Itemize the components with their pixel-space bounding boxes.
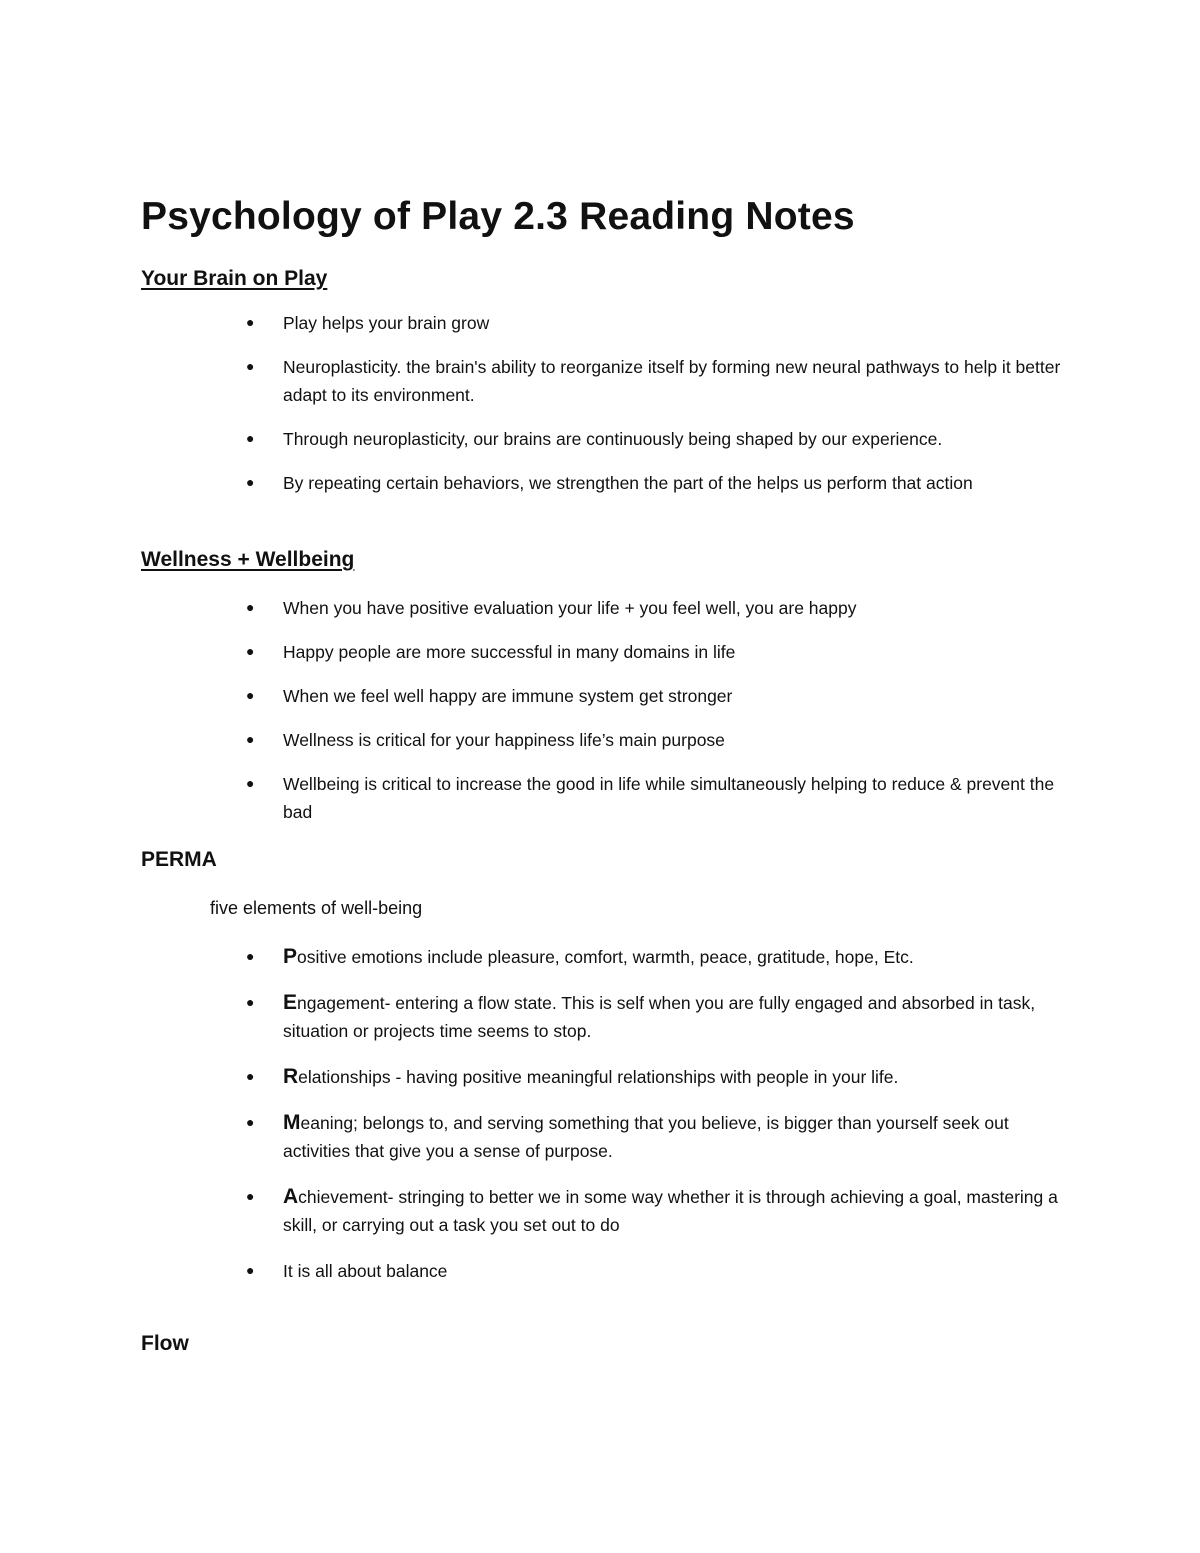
bullet-icon: ●: [246, 1262, 255, 1278]
list-item-text: Through neuroplasticity, our brains are continuously being shaped by our experience.: [283, 429, 943, 449]
bullet-icon: ●: [246, 1114, 255, 1130]
perma-letter: E: [283, 991, 298, 1014]
list-item-text: ositive emotions include pleasure, comfort, warmth, peace, gratitude, hope, Etc.: [297, 947, 914, 967]
list-item-text: elationships - having positive meaningful relationships with people in your life.: [298, 1067, 899, 1087]
list-item: [240, 425, 1070, 453]
perma-letter: M: [283, 1111, 301, 1134]
list-item: [240, 1183, 1070, 1239]
perma-letter: A: [283, 1185, 299, 1208]
list-item-text: Happy people are more successful in many domains in life: [283, 642, 736, 662]
list-item: [240, 353, 1070, 409]
list-item: [240, 682, 1070, 710]
bullet-icon: ●: [246, 643, 255, 659]
bullet-icon: ●: [246, 430, 255, 446]
bullet-icon: ●: [246, 1188, 255, 1204]
heading-perma: PERMA: [141, 848, 217, 871]
list-item-text: When we feel well happy are immune system get stronger: [283, 686, 733, 706]
list-item: [240, 943, 1070, 971]
heading-your-brain-on-play: Your Brain on Play: [141, 267, 328, 290]
list-item: [240, 469, 1070, 497]
list-item: [240, 309, 1070, 337]
bullet-icon: ●: [246, 687, 255, 703]
document-title: Psychology of Play 2.3 Reading Notes: [141, 195, 855, 238]
list-item-text: Wellbeing is critical to increase the good in life while simultaneously helping to reduce & prevent the bad: [283, 774, 1055, 822]
list-item: [240, 1257, 1070, 1285]
list-item: [240, 1063, 1070, 1091]
perma-intro: five elements of well-being: [210, 898, 423, 918]
list-item-text: By repeating certain behaviors, we strengthen the part of the helps us perform that action: [283, 473, 973, 493]
list-item: [240, 594, 1070, 622]
list-item-text: ngagement- entering a flow state. This is self when you are fully engaged and absorbed in task, situation or projects time seems to stop.: [283, 993, 1036, 1041]
bullet-icon: ●: [246, 474, 255, 490]
list-item: [240, 726, 1070, 754]
bullet-icon: ●: [246, 1068, 255, 1084]
bullet-icon: ●: [246, 358, 255, 374]
bullet-icon: ●: [246, 775, 255, 791]
bullet-icon: ●: [246, 731, 255, 747]
perma-list: [240, 943, 1070, 1285]
bullet-icon: ●: [246, 599, 255, 615]
wellness-list: [240, 594, 1070, 826]
bullet-icon: ●: [246, 948, 255, 964]
list-item: [240, 770, 1070, 826]
bullet-icon: ●: [246, 314, 255, 330]
list-item-text: Neuroplasticity. the brain's ability to reorganize itself by forming new neural pathways to help it better adapt to its environment.: [283, 357, 1061, 405]
list-item-text: Play helps your brain grow: [283, 313, 490, 333]
bullet-icon: ●: [246, 994, 255, 1010]
list-item: [240, 638, 1070, 666]
heading-flow: Flow: [141, 1332, 189, 1355]
list-item: [240, 989, 1070, 1045]
list-item: [240, 1109, 1070, 1165]
list-item-text: It is all about balance: [283, 1261, 448, 1281]
heading-wellness-wellbeing: Wellness + Wellbeing: [141, 548, 355, 571]
perma-letter: P: [283, 945, 298, 968]
perma-letter: R: [283, 1065, 299, 1088]
list-item-text: Wellness is critical for your happiness life’s main purpose: [283, 730, 725, 750]
list-item-text: When you have positive evaluation your life + you feel well, you are happy: [283, 598, 857, 618]
list-item-text: eaning; belongs to, and serving something that you believe, is bigger than yourself seek out activities that give you a sense of purpose.: [283, 1113, 1009, 1161]
list-item-text: chievement- stringing to better we in some way whether it is through achieving a goal, mastering a skill, or carrying out a task you set out to do: [283, 1187, 1058, 1235]
brain-list: [240, 309, 1070, 497]
